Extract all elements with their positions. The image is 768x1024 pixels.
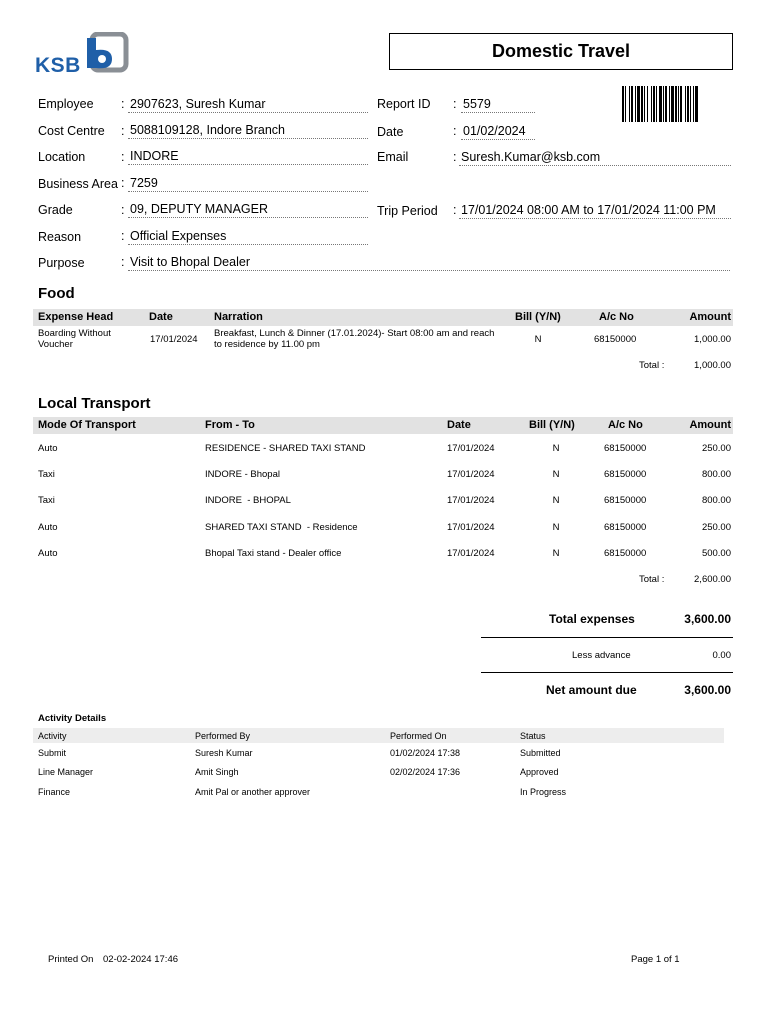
transport-row-bill: N: [552, 469, 560, 480]
transport-col-date: Date: [447, 419, 471, 431]
activity-row-activity: Line Manager: [38, 767, 94, 777]
less-advance-label: Less advance: [572, 650, 631, 661]
activity-row-by: Amit Singh: [195, 767, 239, 777]
transport-col-bill: Bill (Y/N): [529, 419, 575, 431]
colon: :: [453, 203, 457, 217]
activity-row-status: Submitted: [520, 748, 561, 758]
printed-on-value: 02-02-2024 17:46: [103, 954, 179, 965]
colon: :: [453, 97, 457, 111]
report-id-label: Report ID: [377, 97, 431, 111]
reason-label: Reason: [38, 230, 82, 244]
employee-value: 2907623, Suresh Kumar: [128, 97, 368, 113]
activity-row-status: In Progress: [520, 787, 567, 797]
transport-row-amount: 800.00: [701, 495, 731, 506]
transport-row-amount: 250.00: [701, 522, 731, 533]
report-title-box: [389, 33, 733, 70]
transport-row-mode: Auto: [38, 522, 58, 533]
food-row-amount: 1,000.00: [694, 334, 731, 345]
less-advance-value: 0.00: [712, 650, 731, 661]
net-amount-label: Net amount due: [546, 683, 637, 697]
employee-label: Employee: [38, 97, 94, 111]
transport-row-bill: N: [552, 443, 560, 454]
activity-col-activity: Activity: [38, 731, 67, 741]
food-section-title: Food: [38, 285, 75, 302]
food-col-expense-head: Expense Head: [38, 311, 114, 323]
food-row-narr-line2: to residence by 11.00 pm: [214, 339, 320, 350]
transport-row-bill: N: [552, 548, 560, 559]
transport-row-acno: 68150000: [604, 495, 647, 506]
transport-row-from-to: RESIDENCE - SHARED TAXI STAND: [205, 443, 366, 454]
report-id-value: 5579: [461, 97, 535, 113]
food-row-head-line1: Boarding Without: [38, 328, 111, 339]
colon: :: [121, 176, 125, 190]
food-row-bill: N: [534, 334, 542, 345]
purpose-label: Purpose: [38, 256, 85, 270]
purpose-value: Visit to Bhopal Dealer: [128, 255, 730, 271]
activity-row-on: 01/02/2024 17:38: [390, 748, 461, 758]
transport-row-amount: 800.00: [701, 469, 731, 480]
report-title: Domestic Travel: [491, 41, 631, 61]
colon: :: [121, 97, 125, 111]
cost-centre-value: 5088109128, Indore Branch: [128, 123, 368, 139]
total-expenses-label: Total expenses: [549, 612, 635, 626]
email-label: Email: [377, 150, 409, 164]
transport-section-title: Local Transport: [38, 395, 151, 412]
activity-section-title: Activity Details: [38, 713, 107, 724]
food-row-narr-line1: Breakfast, Lunch & Dinner (17.01.2024)- Start 08:00 am and reach: [214, 328, 495, 339]
grade-label: Grade: [38, 203, 73, 217]
trip-period-value: 17/01/2024 08:00 AM to 17/01/2024 11:00 PM: [459, 203, 731, 219]
activity-row-activity: Finance: [38, 787, 71, 797]
business-area-value: 7259: [128, 176, 368, 192]
net-amount-value: 3,600.00: [684, 683, 731, 697]
transport-row-from-to: Bhopal Taxi stand - Dealer office: [205, 548, 342, 559]
activity-col-status: Status: [520, 731, 546, 741]
barcode-icon: [622, 86, 722, 122]
summary-divider: [481, 637, 733, 638]
transport-row-bill: N: [552, 495, 560, 506]
food-row-expense-head: [38, 328, 111, 350]
food-row-head-line2: Voucher: [38, 339, 73, 350]
printed-on-label: Printed On: [48, 954, 94, 965]
total-expenses-value: 3,600.00: [684, 612, 731, 626]
transport-row-date: 17/01/2024: [447, 469, 495, 480]
page-number: Page 1 of 1: [631, 954, 680, 965]
transport-row-from-to: INDORE - BHOPAL: [205, 495, 291, 506]
transport-col-amount: Amount: [689, 419, 731, 431]
transport-row-from-to: INDORE - Bhopal: [205, 469, 280, 480]
transport-row-mode: Taxi: [38, 469, 55, 480]
transport-row-bill: N: [552, 522, 560, 533]
activity-row-by: Suresh Kumar: [195, 748, 253, 758]
food-row-acno: 68150000: [594, 334, 637, 345]
food-total-label: Total :: [639, 360, 665, 371]
colon: :: [121, 255, 125, 269]
transport-total-label: Total :: [639, 574, 665, 585]
activity-row-on: 02/02/2024 17:36: [390, 767, 461, 777]
location-value: INDORE: [128, 149, 368, 165]
activity-col-performed-on: Performed On: [390, 731, 447, 741]
activity-col-performed-by: Performed By: [195, 731, 251, 741]
activity-row-activity: Submit: [38, 748, 67, 758]
colon: :: [121, 150, 125, 164]
transport-row-date: 17/01/2024: [447, 522, 495, 533]
food-col-narration: Narration: [214, 311, 263, 323]
date-value: 01/02/2024: [461, 124, 535, 140]
date-label: Date: [377, 125, 404, 139]
food-row-narration: [214, 328, 494, 350]
transport-row-mode: Auto: [38, 548, 58, 559]
activity-row-by: Amit Pal or another approver: [195, 787, 311, 797]
ksb-logo: [34, 32, 134, 76]
food-row-date: 17/01/2024: [150, 334, 198, 345]
food-col-date: Date: [149, 311, 173, 323]
ksb-logo-mark-icon: [84, 32, 130, 74]
activity-table-header: [33, 728, 724, 743]
summary-divider: [481, 672, 733, 673]
transport-col-mode: Mode Of Transport: [38, 419, 136, 431]
transport-row-acno: 68150000: [604, 522, 647, 533]
location-label: Location: [38, 150, 86, 164]
food-total-value: 1,000.00: [694, 360, 731, 371]
transport-row-date: 17/01/2024: [447, 548, 495, 559]
reason-value: Official Expenses: [128, 229, 368, 245]
business-area-label: Business Area: [38, 177, 118, 191]
transport-row-date: 17/01/2024: [447, 443, 495, 454]
transport-row-date: 17/01/2024: [447, 495, 495, 506]
trip-period-label: Trip Period: [377, 204, 438, 218]
transport-row-acno: 68150000: [604, 469, 647, 480]
transport-row-amount: 500.00: [701, 548, 731, 559]
transport-row-acno: 68150000: [604, 443, 647, 454]
grade-value: 09, DEPUTY MANAGER: [128, 202, 368, 218]
transport-total-value: 2,600.00: [694, 574, 731, 585]
colon: :: [121, 124, 125, 138]
transport-col-acno: A/c No: [608, 419, 643, 431]
food-col-amount: Amount: [689, 311, 731, 323]
activity-row-status: Approved: [520, 767, 559, 777]
transport-row-mode: Auto: [38, 443, 58, 454]
colon: :: [453, 150, 457, 164]
colon: :: [121, 203, 125, 217]
colon: :: [453, 124, 457, 138]
transport-row-amount: 250.00: [701, 443, 731, 454]
email-value: Suresh.Kumar@ksb.com: [459, 150, 731, 166]
transport-col-from-to: From - To: [205, 419, 255, 431]
food-col-acno: A/c No: [599, 311, 634, 323]
food-col-bill: Bill (Y/N): [515, 311, 561, 323]
transport-row-acno: 68150000: [604, 548, 647, 559]
logo-text: KSB: [35, 54, 81, 77]
transport-row-mode: Taxi: [38, 495, 55, 506]
transport-row-from-to: SHARED TAXI STAND - Residence: [205, 522, 358, 533]
cost-centre-label: Cost Centre: [38, 124, 105, 138]
colon: :: [121, 229, 125, 243]
